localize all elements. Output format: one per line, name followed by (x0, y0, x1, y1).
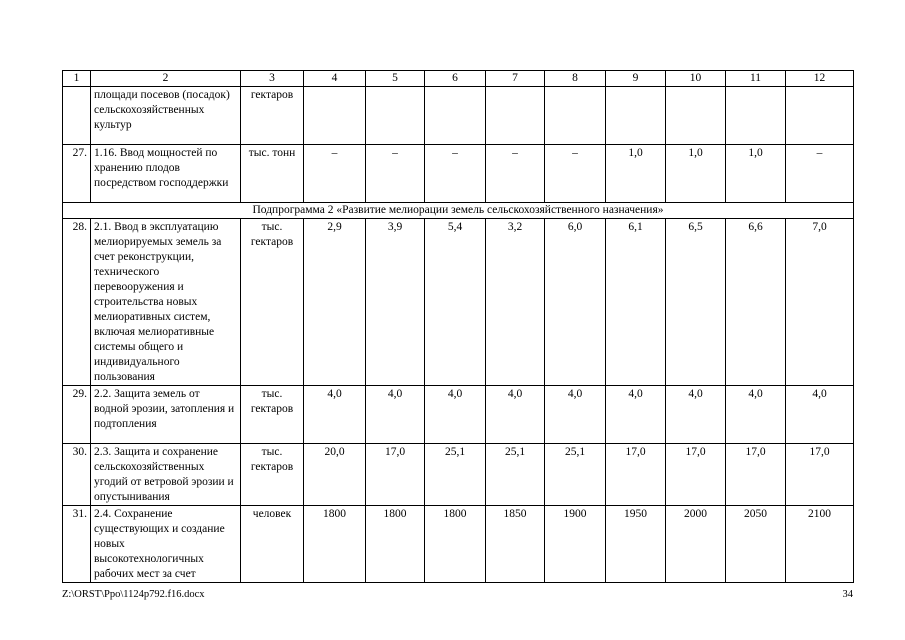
value-cell: 3,9 (366, 219, 425, 386)
unit-cell: гектаров (241, 87, 304, 145)
value-cell: 1800 (304, 506, 366, 583)
value-cell: 1,0 (666, 145, 726, 203)
table-row (63, 444, 854, 506)
value-cell: 17,0 (726, 444, 786, 506)
value-cell: – (786, 145, 854, 203)
indicators-table (62, 70, 854, 583)
value-cell: 17,0 (606, 444, 666, 506)
table-row (63, 506, 854, 583)
row-number-cell (63, 87, 91, 145)
column-header: 1 (63, 71, 91, 87)
row-number-cell: 30. (63, 444, 91, 506)
value-cell: 1,0 (726, 145, 786, 203)
value-cell: 20,0 (304, 444, 366, 506)
value-cell: 1800 (425, 506, 486, 583)
value-cell: 25,1 (425, 444, 486, 506)
value-cell: – (304, 145, 366, 203)
value-cell: 4,0 (304, 386, 366, 444)
value-cell: 4,0 (545, 386, 606, 444)
value-cell: 1900 (545, 506, 606, 583)
value-cell: 25,1 (545, 444, 606, 506)
column-header: 2 (91, 71, 241, 87)
column-header: 4 (304, 71, 366, 87)
value-cell (366, 87, 425, 145)
value-cell: 25,1 (486, 444, 545, 506)
value-cell (545, 87, 606, 145)
value-cell: 17,0 (666, 444, 726, 506)
value-cell: 7,0 (786, 219, 854, 386)
value-cell: 1950 (606, 506, 666, 583)
row-number-cell: 31. (63, 506, 91, 583)
value-cell: – (425, 145, 486, 203)
value-cell: 4,0 (486, 386, 545, 444)
value-cell: 1,0 (606, 145, 666, 203)
column-header: 11 (726, 71, 786, 87)
value-cell (606, 87, 666, 145)
value-cell (486, 87, 545, 145)
value-cell: 2,9 (304, 219, 366, 386)
column-header: 7 (486, 71, 545, 87)
table-row (63, 145, 854, 203)
unit-cell: тыс. гектаров (241, 219, 304, 386)
value-cell (304, 87, 366, 145)
column-header: 12 (786, 71, 854, 87)
value-cell: 1850 (486, 506, 545, 583)
column-header: 5 (366, 71, 425, 87)
value-cell: 17,0 (366, 444, 425, 506)
indicator-name-cell: 1.16. Ввод мощностей по хранению плодов посредством господдержки (91, 145, 241, 203)
value-cell: 17,0 (786, 444, 854, 506)
table-row (63, 87, 854, 145)
value-cell: 6,0 (545, 219, 606, 386)
table-row (63, 219, 854, 386)
table-row (63, 386, 854, 444)
unit-cell: тыс. тонн (241, 145, 304, 203)
value-cell (425, 87, 486, 145)
file-path: Z:\ORST\Ppo\1124p792.f16.docx (62, 589, 205, 600)
table-header-row (63, 71, 854, 87)
value-cell: 2050 (726, 506, 786, 583)
row-number-cell: 27. (63, 145, 91, 203)
value-cell: 2100 (786, 506, 854, 583)
value-cell: 5,4 (425, 219, 486, 386)
value-cell: 4,0 (666, 386, 726, 444)
value-cell: – (545, 145, 606, 203)
unit-cell: тыс. гектаров (241, 386, 304, 444)
indicator-name-cell: 2.4. Сохранение существующих и создание новых высокотехнологичных рабочих мест за счет (91, 506, 241, 583)
row-number-cell: 28. (63, 219, 91, 386)
value-cell (786, 87, 854, 145)
section-row (63, 203, 854, 219)
value-cell: 2000 (666, 506, 726, 583)
value-cell: 4,0 (786, 386, 854, 444)
unit-cell: человек (241, 506, 304, 583)
indicator-name-cell: 2.1. Ввод в эксплуатацию мелиорируемых земель за счет реконструкции, технического перевооружения и строительства новых мелиоративных систем, включая мелиоративные системы общего и индивидуального пользования (91, 219, 241, 386)
value-cell: 6,1 (606, 219, 666, 386)
column-header: 3 (241, 71, 304, 87)
indicator-name-cell: площади посевов (посадок) сельскохозяйственных культур (91, 87, 241, 145)
indicator-name-cell: 2.3. Защита и сохранение сельскохозяйственных угодий от ветровой эрозии и опустынивания (91, 444, 241, 506)
value-cell (666, 87, 726, 145)
column-header: 9 (606, 71, 666, 87)
value-cell: 4,0 (366, 386, 425, 444)
page-number: 34 (842, 589, 853, 600)
value-cell: 1800 (366, 506, 425, 583)
column-header: 8 (545, 71, 606, 87)
indicator-name-cell: 2.2. Защита земель от водной эрозии, затопления и подтопления (91, 386, 241, 444)
value-cell: 6,5 (666, 219, 726, 386)
column-header: 6 (425, 71, 486, 87)
section-title: Подпрограмма 2 «Развитие мелиорации земель сельскохозяйственного назначения» (63, 203, 854, 219)
value-cell: – (366, 145, 425, 203)
value-cell: 4,0 (425, 386, 486, 444)
value-cell: 4,0 (726, 386, 786, 444)
value-cell: 4,0 (606, 386, 666, 444)
unit-cell: тыс. гектаров (241, 444, 304, 506)
row-number-cell: 29. (63, 386, 91, 444)
value-cell: 6,6 (726, 219, 786, 386)
value-cell (726, 87, 786, 145)
column-header: 10 (666, 71, 726, 87)
value-cell: 3,2 (486, 219, 545, 386)
value-cell: – (486, 145, 545, 203)
